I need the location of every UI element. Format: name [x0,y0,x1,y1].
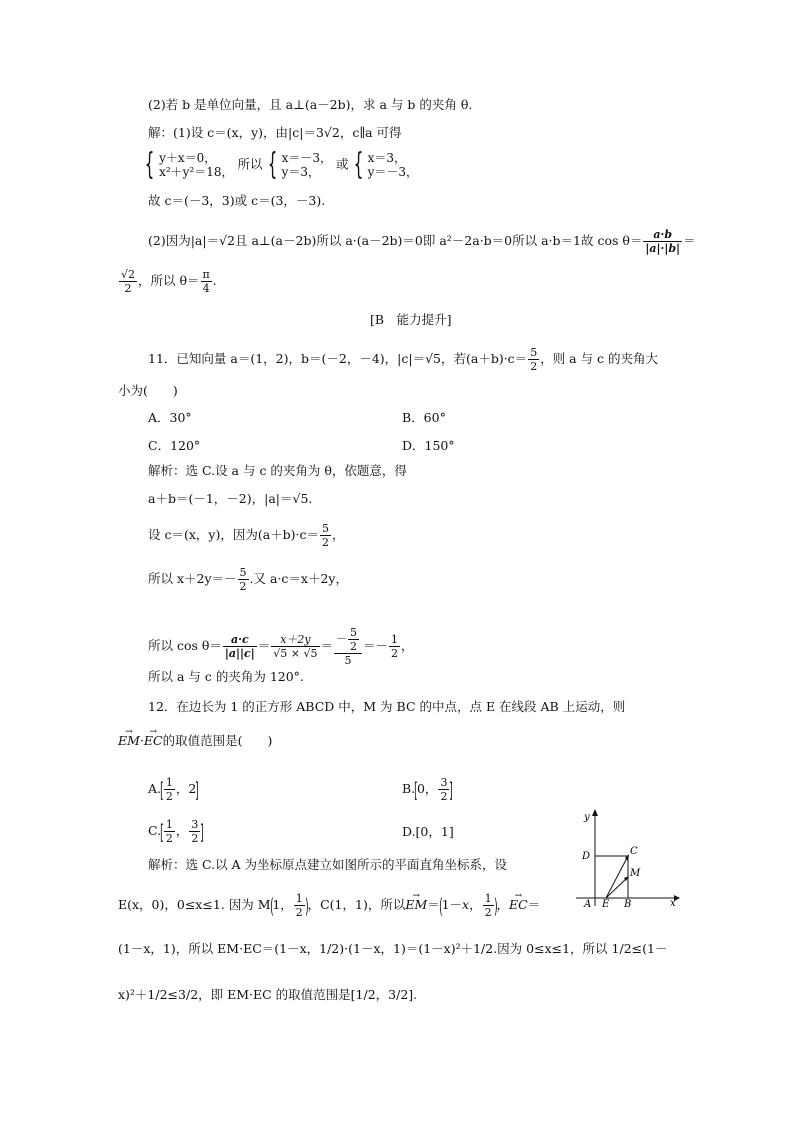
left-brace: { [144,147,155,182]
question11-solution1: 解析：选 C.设 a 与 c 的夹角为 θ，依题意，得 [148,463,407,478]
vector-em: → EM [118,732,140,750]
question11-line2: 小为( ) [118,383,178,398]
label-m: M [630,868,641,879]
left-brace: { [353,147,363,182]
question11-solution5: 所以 cos θ＝ $\frac{a\cdot c}{|a||c|}$ ＝ $\frac{x+2y}{√5 \times √5}$ ＝ － $\frac{5}{2}$ 5 ＝－ $\frac{1}{2}$ ， [148,626,414,667]
question11-text: 11．已知向量 a＝(1，2)，b＝(－2，－4)，|c|＝√5，若(a＋b)·c＝ [148,351,528,366]
solution2-text: ，所以 θ＝ [138,273,200,288]
label-x: x [670,898,676,909]
label-b: B [624,899,632,910]
label-c: C [630,846,638,857]
question11-solution4: 所以 x＋2y＝－ $\frac{5}{2}$ .又 a·c＝x＋2y， [148,566,348,593]
solution2-text: (2)因为|a|＝√2且 a⊥(a－2b)所以 a·(a－2b)＝0即 a²－2a·b＝0所以 a·b＝1故 cos θ＝ [148,233,643,248]
q12-option-d: D.[0，1] [402,824,454,839]
question12-solution3: (1－x，1)，所以 EM·EC＝(1－x，1/2)·(1－x，1)＝(1－x)²＋1/2.因为 0≤x≤1，所以 1/2≤(1－ [118,941,668,956]
label-a: A [584,899,592,910]
system3-row1: x＝3， [367,151,407,165]
coordinate-figure [566,806,682,910]
question12-solution2: E(x，0)，0≤x≤1. 因为 M(1， $\frac{1}{2}$ )，C(1，1)，所以→ EM＝(1－x， $\frac{1}{2}$ )，→ EC＝ [118,892,540,919]
solution2-line [148,228,696,255]
left-brace: { [267,147,277,182]
question11-solution2: a＋b＝(－1，－2)，|a|＝√5. [148,491,313,506]
q12-option-c: C.[ $\frac{1}{2}$ ， $\frac{3}{2}$ ] [148,818,205,845]
fraction: $\frac{5}{2}$ [239,566,247,593]
system3-row2: y＝－3， [367,165,419,179]
fraction: $\frac{a\cdot b}{|a|\cdot|b|}$ [645,228,681,255]
system1-row2: x²＋y²＝18， [159,165,234,179]
fraction: $\frac{a\cdot c}{|a||c|}$ [224,633,255,660]
equation-systems [140,147,419,182]
question11-line1 [148,346,658,373]
system2-row2: y＝3， [281,165,321,179]
fraction: $\frac{1}{2}$ [391,633,399,660]
q12-option-b: B.[0， $\frac{3}{2}$ ] [402,776,454,803]
question11-solution3: 设 c＝(x，y)，因为(a＋b)·c＝ $\frac{5}{2}$ ， [148,522,345,549]
question12-solution4: x)²＋1/2≤3/2，即 EM·EC 的取值范围是[1/2，3/2]. [118,987,418,1002]
solution1-intro: 解：(1)设 c＝(x，y)，由|c|＝3√2，c∥a 可得 [148,125,402,140]
question12-line2: → EM·→ EC的取值范围是( ) [118,732,272,750]
label-e: E [602,899,610,910]
so-text: 所以 [237,156,263,172]
question12-solution1: 解析：选 C.以 A 为坐标原点建立如图所示的平面直角坐标系，设 [148,857,508,872]
q12-option-a: A.[ $\frac{1}{2}$ ，2] [148,776,199,803]
section-title: [B 能力提升] [370,312,452,327]
option-a: A．30° [148,410,192,425]
question11-text: ，则 a 与 c 的夹角大 [540,351,659,366]
or-text: 或 [336,156,349,172]
label-d: D [582,851,591,862]
fraction: $\frac{\pi}{4}$ [202,268,210,295]
option-b: B．60° [402,410,446,425]
option-d: D．150° [402,438,455,453]
solution1-result: 故 c＝(－3，3)或 c＝(3，－3). [148,193,326,208]
fraction: $\frac{5}{2}$ [322,522,330,549]
question12-line1: 12．在边长为 1 的正方形 ABCD 中，M 为 BC 的中点，点 E 在线段 AB 上运动，则 [148,699,626,714]
fraction: $\frac{√2}{2}$ [121,268,136,295]
option-c: C．120° [148,438,201,453]
fraction: $\frac{5}{2}$ [530,346,538,373]
solution2-continued: $\frac{√2}{2}$ ，所以 θ＝ $\frac{\pi}{4}$ . [121,268,217,295]
system1-row1: y＋x＝0， [159,151,217,165]
fraction: $\frac{x+2y}{√5 \times √5}$ [273,633,318,660]
vector-ec: → EC [144,732,163,750]
system2-row1: x＝－3， [281,151,333,165]
equals-sign: ＝ [683,233,696,248]
question11-solution6: 所以 a 与 c 的夹角为 120°. [148,669,304,684]
part2-question: (2)若 b 是单位向量，且 a⊥(a－2b)，求 a 与 b 的夹角 θ. [148,97,473,112]
label-y: y [584,812,590,823]
fraction: － $\frac{5}{2}$ 5 [334,626,362,667]
